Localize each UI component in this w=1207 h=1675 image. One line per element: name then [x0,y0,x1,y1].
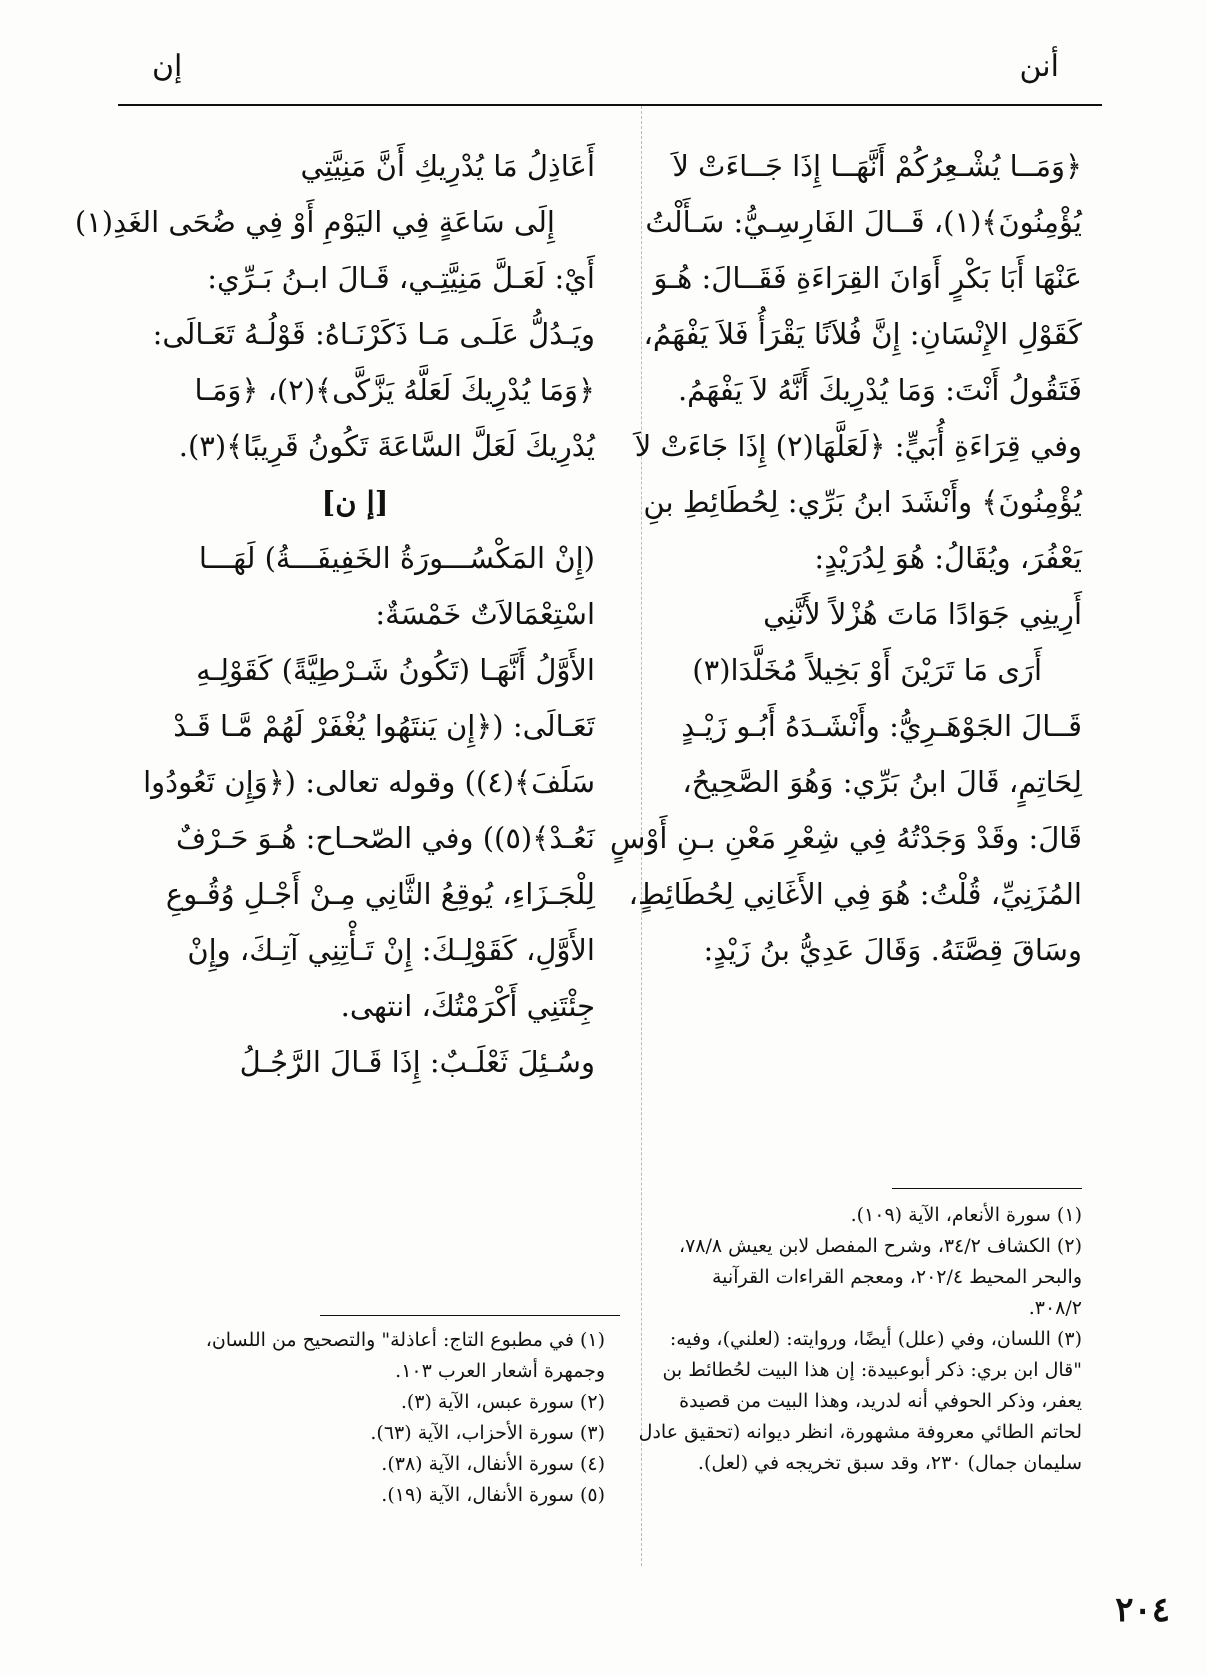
text-line: (إِنْ المَكْسُـــورَةُ الخَفِيفَـــةُ) لَهَـــا [198,541,595,575]
left-footnotes [115,1325,605,1511]
text-line: وفي قِرَاءَةِ أُبَيٍّ: ﴿لَعَلَّهَا(٢) إِذَا جَاءَتْ لاَ [634,429,1082,463]
page-number: ٢٠٤ [1115,1590,1170,1630]
text-line: يُؤْمِنُونَ﴾(١)، قَــالَ الفَارِسِـيُّ: سَـأَلْتُ [645,205,1082,239]
text-line: تَعَـالَى: (﴿إِن يَنتَهُوا يُغْفَرْ لَهُمْ مَّـا قَـدْ [173,709,595,743]
text-line: أَيْ: لَعَـلَّ مَنِيَّتِـي، قَـالَ ابـنُ بَـرِّي: [207,261,595,295]
footnote: ٣٠٨/٢. [1028,1297,1082,1319]
right-column [602,138,1082,978]
footnote: (١) سورة الأنعام، الآية (١٠٩). [850,1204,1082,1226]
text-line: ﴿وَمَا يُدْرِيكَ لَعَلَّهُ يَزَّكَّى﴾(٢)، ﴿وَمَـا [194,373,595,407]
footnote: (٥) سورة الأنفال، الآية (١٩). [381,1484,605,1506]
text-line: نَعُـدْ﴾(٥)) وفي الصّحـاح: هُـوَ حَـرْفٌ [175,821,595,855]
header-rule [118,104,1102,106]
footnote: (١) في مطبوع التاج: أعاذلة" والتصحيح من اللسان، [205,1329,605,1351]
text-line: وسَاقَ قِصَّتَهُ. وَقَالَ عَدِيُّ بنُ زَيْدٍ: [703,933,1082,967]
text-line: الأَوَّلُ أَنَّهَـا (تَكُونُ شَـرْطِيَّةً) كَقَوْلِـهِ [196,653,595,687]
text-line: ﴿وَمَــا يُشْـعِرُكُمْ أَنَّهَــا إِذَا جَــاءَتْ لاَ [672,149,1082,183]
footnote: (٢) سورة عبس، الآية (٣). [400,1391,605,1413]
right-footnotes [602,1200,1082,1479]
footnote: (٢) الكشاف ٣٤/٢، وشرح المفصل لابن يعيش ٧٨/٨، [678,1235,1082,1257]
text-line: عَنْهَا أَبَا بَكْرٍ أَوَانَ القِرَاءَةِ فَقَــالَ: هُـوَ [653,261,1082,295]
footnote: يعفر، وذكر الحوفي أنه لدريد، وهذا البيت من قصيدة [679,1390,1082,1412]
text-line: لِحَاتِمٍ، قَالَ ابنُ بَرِّي: وَهُوَ الصَّحِيحُ، [682,765,1082,799]
verse-line: أَعَاذِلُ مَا يُدْرِيكِ أَنَّ مَنِيَّتِي [300,149,595,183]
text-line: المُزَنِيِّ، قُلْتُ: هُوَ فِي الأَغَانِي لِحُطَائِطٍ، [628,877,1082,911]
text-line: لِلْجَـزَاءِ، يُوقِعُ الثَّانِي مِـنْ أَجْـلِ وُقُـوعِ [165,877,595,911]
entry-heading: [إ ن] [321,485,389,519]
footnote: لحاتم الطائي معروفة مشهورة، انظر ديوانه (تحقيق عادل [638,1421,1082,1443]
left-column [74,138,595,1090]
footnote: (٤) سورة الأنفال، الآية (٣٨). [381,1453,605,1475]
text-line: قَــالَ الجَوْهَـرِيُّ: وأَنْشَـدَهُ أَبُـو زَيْـدٍ [681,709,1082,743]
footnote: (٣) اللسان، وفي (علل) أيضًا، وروايته: (لعلني)، وفيه: [669,1328,1082,1350]
text-line: جِئْتَنِي أَكْرَمْتُكَ، انتهى. [340,989,595,1023]
verse-line: أَرَى مَا تَرَيْنَ أَوْ بَخِيلاً مُخَلَّدَا(٣) [692,653,1042,687]
verse-line: إِلَى سَاعَةٍ فِي اليَوْمِ أَوْ فِي ضُحَى الغَدِ(١) [74,205,555,239]
text-line: اسْتِعْمَالاَتٌ خَمْسَةٌ: [375,597,595,631]
text-line: كَقَوْلِ الإِنْسَانِ: إِنَّ فُلاَنًا يَقْرَأُ فَلاَ يَفْهَمُ، [643,317,1082,351]
footnote: والبحر المحيط ٢٠٢/٤، ومعجم القراءات القرآنية [712,1266,1082,1288]
text-line: يُدْرِيكَ لَعَلَّ السَّاعَةَ تَكُونُ قَرِيبًا﴾(٣). [178,429,595,463]
text-line: يُؤْمِنُونَ﴾ وأَنْشَدَ ابنُ بَرِّي: لِحُطَائِطِ بنِ [643,485,1082,519]
text-line: يَعْفُرَ، ويُقَالُ: هُوَ لِدُرَيْدٍ: [814,541,1082,575]
footnote: "قال ابن بري: ذكر أبوعبيدة: إن هذا البيت لحُطائط بن [662,1359,1082,1381]
footnote: وجمهرة أشعار العرب ١٠٣. [395,1360,605,1382]
footnote: (٣) سورة الأحزاب، الآية (٦٣). [370,1422,605,1444]
text-line: قَالَ: وقَدْ وَجَدْتُهُ فِي شِعْرِ مَعْنِ بـنِ أَوْسٍ [610,821,1082,855]
text-line: فَتَقُولُ أَنْتَ: وَمَا يُدْرِيكَ أَنَّهُ لاَ يَفْهَمُ. [677,373,1082,407]
footnote-rule [892,1188,1082,1189]
text-line: ويَـدُلُّ عَلَـى مَـا ذَكَرْنَـاهُ: قَوْلُـهُ تَعَـالَى: [152,317,595,351]
footnote: سليمان جمال) ٢٣٠، وقد سبق تخريجه في (لعل). [697,1452,1082,1474]
text-line: وسُـئِلَ ثَعْلَـبٌ: إِذَا قَـالَ الرَّجُـلُ [239,1045,595,1079]
text-line: الأَوَّلِ، كَقَوْلِـكَ: إِنْ تَـأْتِنِي آتِـكَ، وإِنْ [187,933,595,967]
verse-line: أَرِينِي جَوَادًا مَاتَ هُزْلاً لأَنَّنِي [763,597,1082,631]
running-header-root: أنن [1019,49,1059,84]
text-line: سَلَفَ﴾(٤)) وقوله تعالى: (﴿وَإِن تَعُودُوا [143,765,595,799]
footnote-rule [320,1315,620,1316]
running-header-entry: إن [152,49,183,84]
